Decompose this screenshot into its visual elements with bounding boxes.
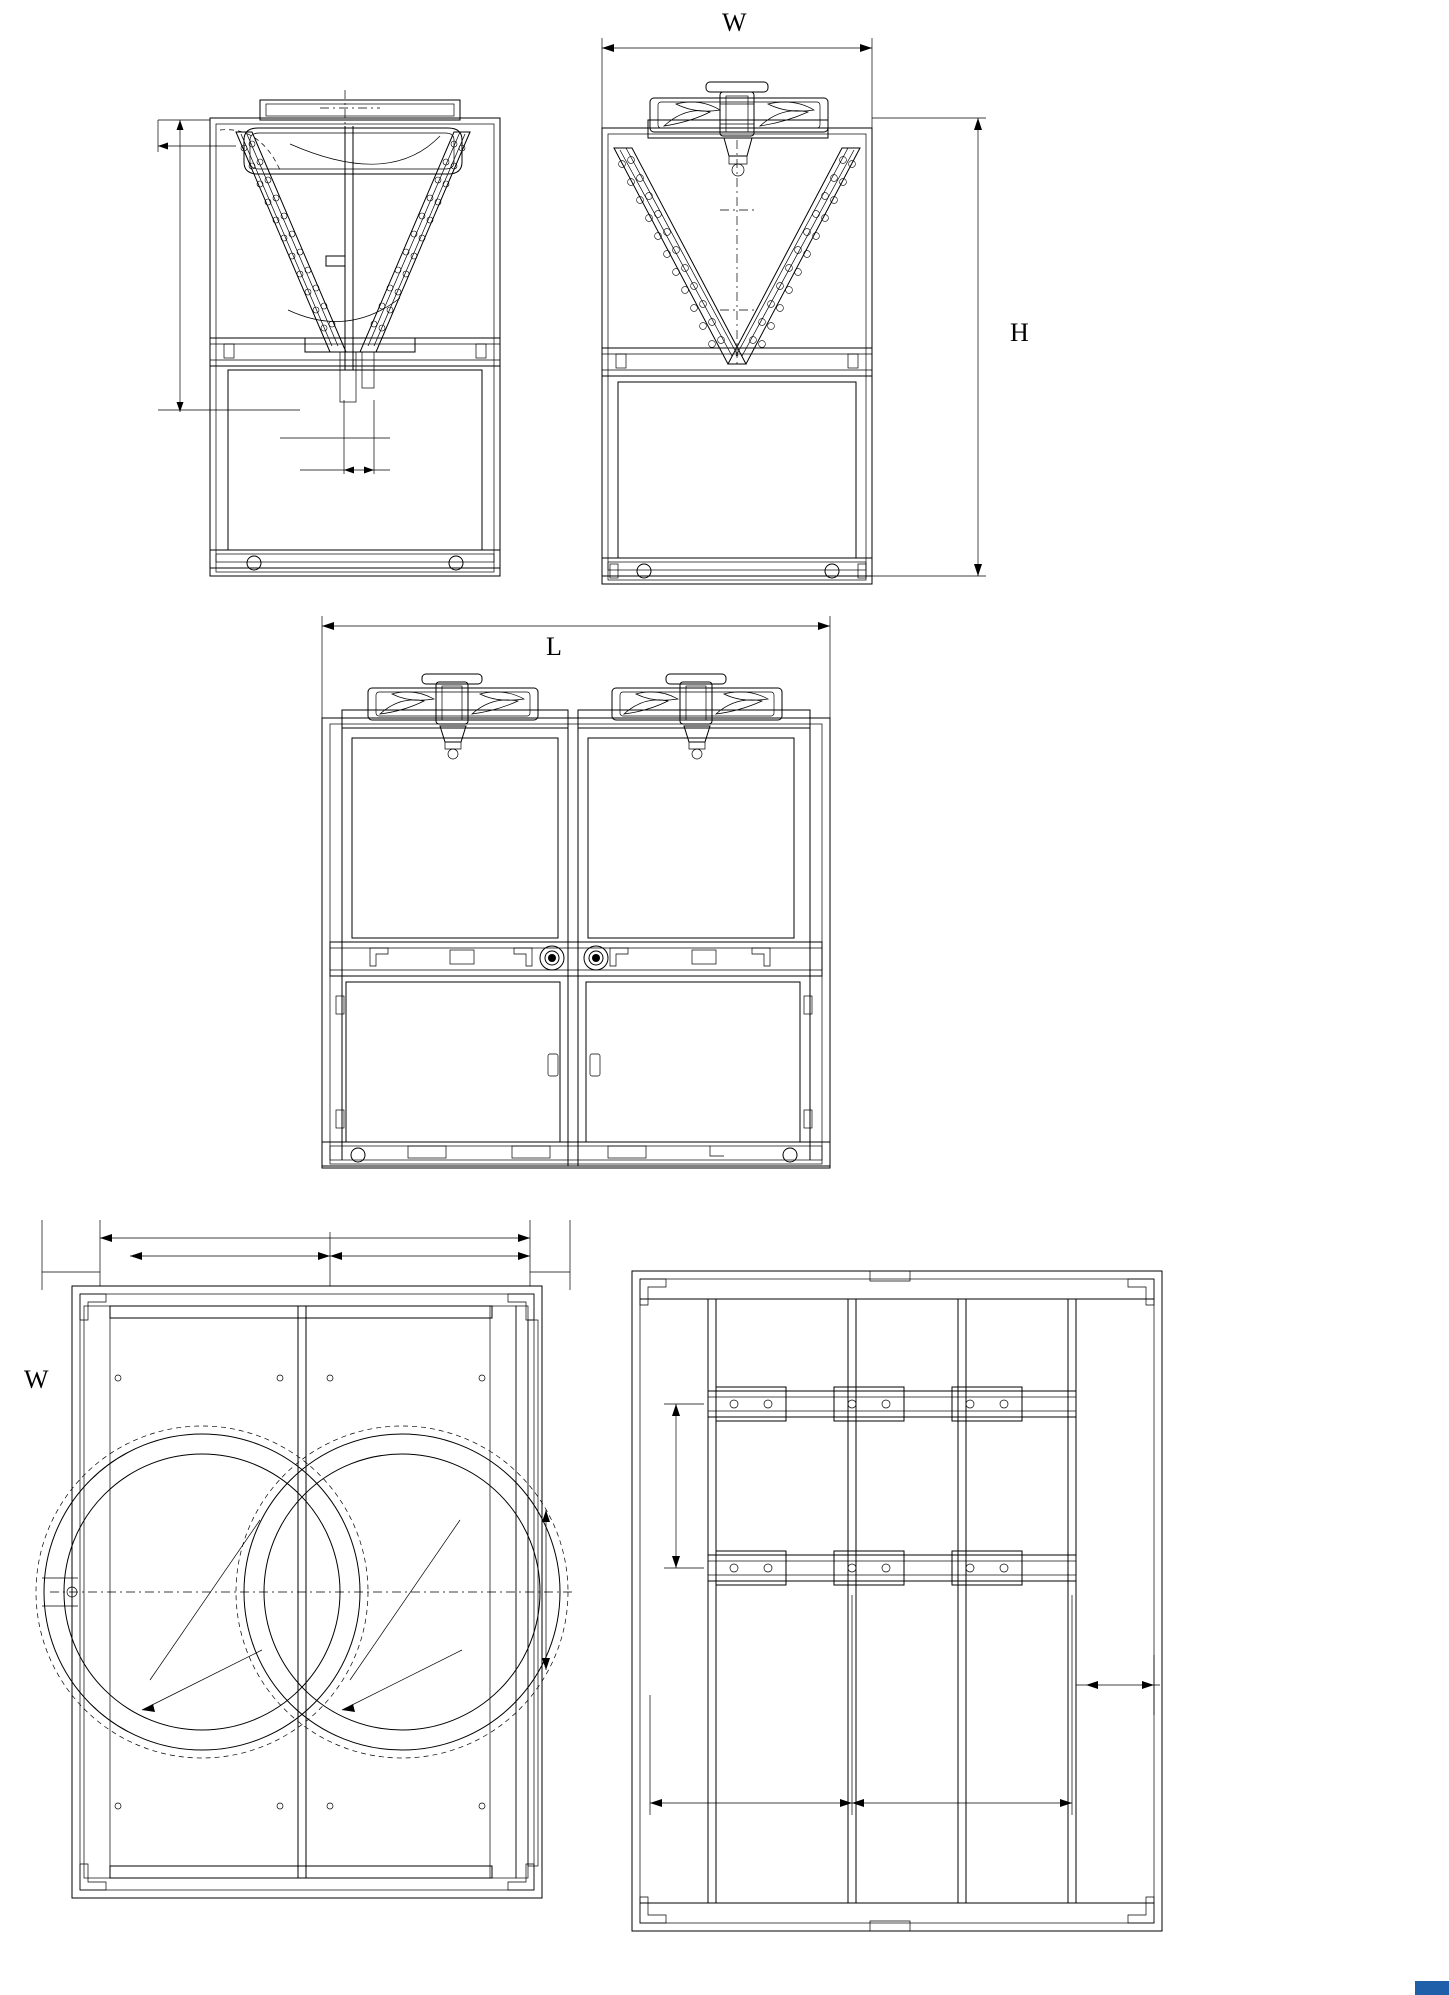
front-elevation-view	[300, 610, 860, 1180]
front-section-view	[580, 30, 1020, 610]
dimension-label-w-bottom: W	[24, 1365, 50, 1394]
dimension-label-w-top: W	[722, 8, 748, 37]
base-frame-view	[620, 1255, 1180, 1975]
top-view	[30, 1210, 590, 1970]
page-corner-marker	[1415, 1981, 1449, 1995]
dimension-label-l: L	[546, 632, 563, 661]
dimension-label-h: H	[1010, 318, 1030, 347]
side-section-view	[140, 70, 540, 610]
